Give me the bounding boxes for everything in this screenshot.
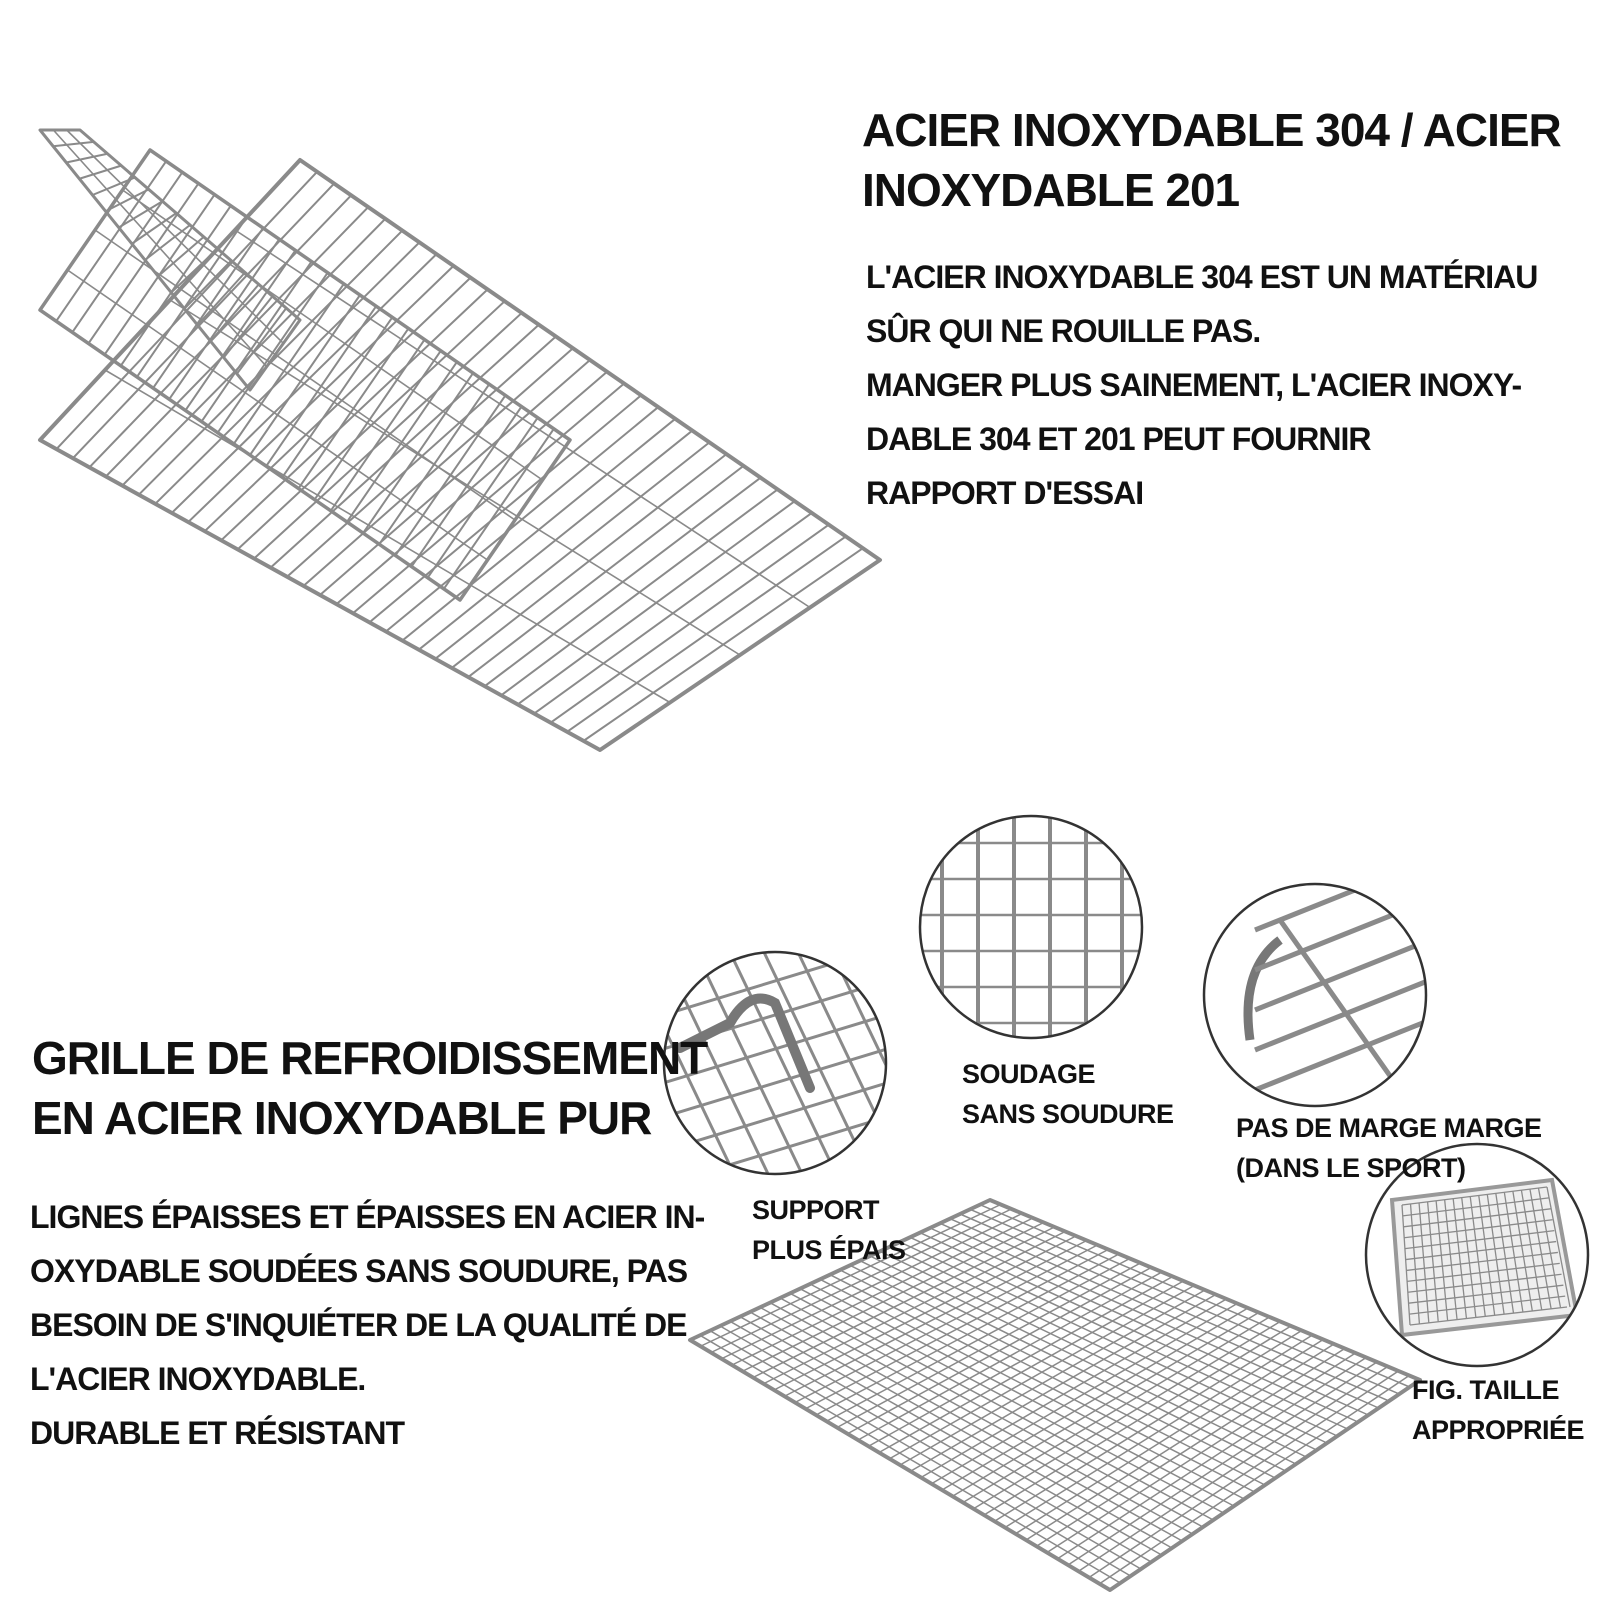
rack-wires	[40, 160, 880, 750]
material-title	[862, 100, 1561, 220]
product-desc-line-2: OXYDABLE SOUDÉES SANS SOUDURE, PAS	[30, 1253, 688, 1289]
caption-support-line-2: PLUS ÉPAIS	[752, 1235, 906, 1265]
product-desc-line-5: DURABLE ET RÉSISTANT	[30, 1415, 405, 1451]
product-description	[30, 1190, 704, 1460]
caption-margin-line-2: (DANS LE SPORT)	[1236, 1153, 1466, 1183]
material-desc-line-2: SÛR QUI NE ROUILLE PAS.	[866, 313, 1261, 349]
product-desc-line-1: LIGNES ÉPAISSES ET ÉPAISSES EN ACIER IN-	[30, 1199, 705, 1235]
material-desc-line-1: L'ACIER INOXYDABLE 304 EST UN MATÉRIAU	[866, 259, 1538, 295]
caption-margin-line-1: PAS DE MARGE MARGE	[1236, 1113, 1542, 1143]
caption-welding	[962, 1054, 1174, 1134]
edge-closeup-image	[1200, 880, 1430, 1110]
caption-welding-line-2: SANS SOUDURE	[962, 1099, 1174, 1129]
caption-support-line-1: SUPPORT	[752, 1195, 880, 1225]
caption-size-line-1: FIG. TAILLE	[1412, 1375, 1559, 1405]
product-desc-line-4: L'ACIER INOXYDABLE.	[30, 1361, 366, 1397]
product-title-line-2: EN ACIER INOXYDABLE PUR	[32, 1092, 652, 1144]
stacked-racks-image	[40, 110, 900, 760]
material-title-line-2: INOXYDABLE 201	[862, 164, 1240, 216]
caption-size	[1412, 1370, 1584, 1450]
weld-closeup-image	[916, 812, 1146, 1042]
material-title-line-1: ACIER INOXYDABLE 304 / ACIER	[862, 104, 1561, 156]
material-description	[866, 250, 1537, 520]
material-desc-line-5: RAPPORT D'ESSAI	[866, 475, 1144, 511]
edge-wires	[1248, 860, 1430, 1090]
weld-wires	[906, 807, 1158, 1059]
caption-size-line-2: APPROPRIÉE	[1412, 1415, 1585, 1445]
material-desc-line-3: MANGER PLUS SAINEMENT, L'ACIER INOXY-	[866, 367, 1522, 403]
caption-welding-line-1: SOUDAGE	[962, 1059, 1096, 1089]
material-desc-line-4: DABLE 304 ET 201 PEUT FOURNIR	[866, 421, 1371, 457]
caption-support	[752, 1190, 906, 1270]
product-title	[32, 1028, 707, 1148]
product-title-line-1: GRILLE DE REFROIDISSEMENT	[32, 1032, 708, 1084]
caption-margin	[1236, 1108, 1542, 1188]
rack-wires	[40, 150, 570, 600]
product-desc-line-3: BESOIN DE S'INQUIÉTER DE LA QUALITÉ DE	[30, 1307, 687, 1343]
